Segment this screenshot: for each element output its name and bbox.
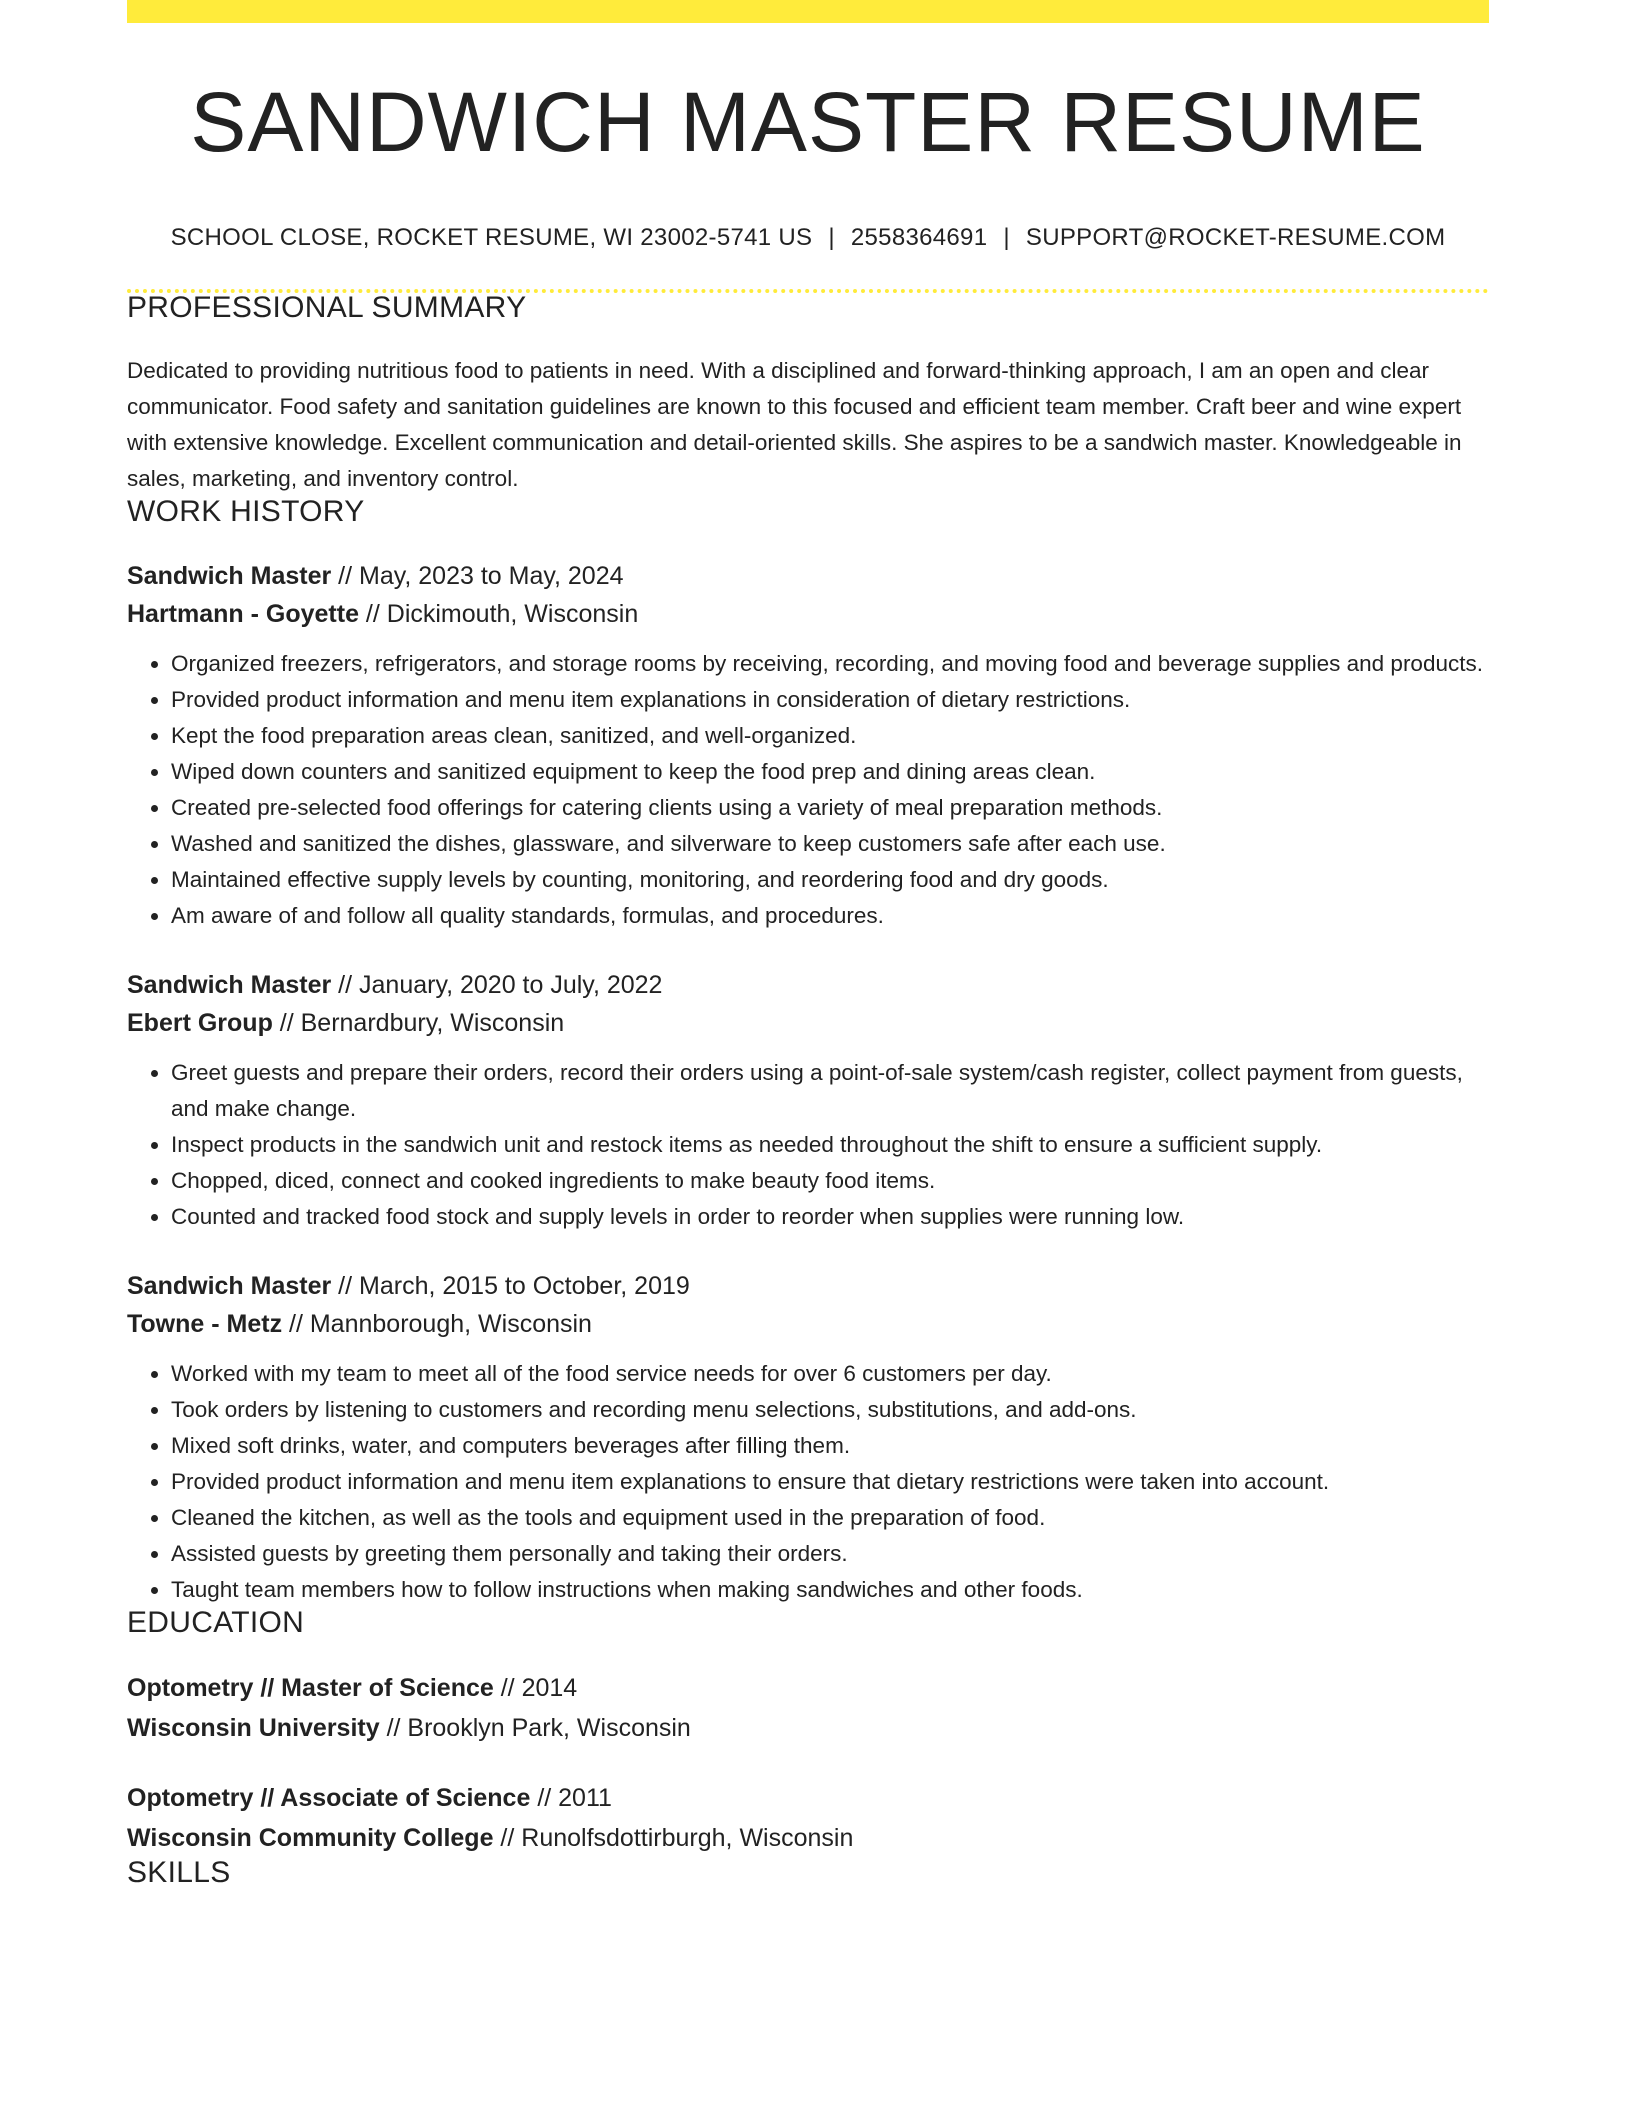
education-degree: Optometry // Master of Science: [127, 1674, 494, 1702]
job-duty: • Chopped, diced, connect and cooked ingredients to make beauty food items.: [171, 1163, 1489, 1199]
job-title-line: [127, 966, 1489, 1004]
job-duty: • Provided product information and menu item explanations in consideration of dietary restrictions.: [171, 682, 1489, 718]
education-school: Wisconsin University: [127, 1714, 380, 1742]
job-duty: • Am aware of and follow all quality standards, formulas, and procedures.: [171, 898, 1489, 934]
education-degree-line: [127, 1778, 1489, 1818]
job-duty: • Assisted guests by greeting them personally and taking their orders.: [171, 1536, 1489, 1572]
job-duty: • Greet guests and prepare their orders, record their orders using a point-of-sale system/cash register, collect payment from guests, and make change.: [171, 1055, 1489, 1127]
education-location: // Runolfsdottirburgh, Wisconsin: [493, 1824, 854, 1852]
job-entry: [127, 557, 1489, 934]
job-duty: • Created pre-selected food offerings for catering clients using a variety of meal preparation methods.: [171, 790, 1489, 826]
job-duty: • Taught team members how to follow instructions when making sandwiches and other foods.: [171, 1572, 1489, 1608]
job-duty: • Worked with my team to meet all of the food service needs for over 6 customers per day.: [171, 1356, 1489, 1392]
education-degree: Optometry // Associate of Science: [127, 1784, 531, 1812]
education-school-line: [127, 1708, 1489, 1748]
contact-separator: |: [828, 224, 835, 251]
job-title: Sandwich Master: [127, 562, 332, 590]
job-duty: • Washed and sanitized the dishes, glassware, and silverware to keep customers safe after each use.: [171, 826, 1489, 862]
work-history-heading: WORK HISTORY: [127, 495, 365, 528]
job-company-line: [127, 595, 1489, 633]
job-location: // Bernardbury, Wisconsin: [272, 1009, 565, 1037]
job-duty: • Counted and tracked food stock and supply levels in order to reorder when supplies were running low.: [171, 1199, 1489, 1235]
job-duty: • Kept the food preparation areas clean, sanitized, and well-organized.: [171, 718, 1489, 754]
job-duty: • Mixed soft drinks, water, and computers beverages after filling them.: [171, 1428, 1489, 1464]
job-company: Towne - Metz: [127, 1310, 283, 1338]
skills-heading: SKILLS: [127, 1856, 231, 1889]
job-title-line: [127, 1267, 1489, 1305]
job-duty: • Inspect products in the sandwich unit and restock items as needed throughout the shift to ensure a sufficient supply.: [171, 1127, 1489, 1163]
resume-title: SANDWICH MASTER RESUME: [190, 75, 1426, 169]
summary-text: Dedicated to providing nutritious food to patients in need. With a disciplined and forward-thinking approach, I am an open and clear communicator. Food safety and sanitation guidelines are known to this focused and efficient team member. Craft beer and wine expert with extensive knowledge. Excellent communication and detail-oriented skills. She aspires to be a sandwich master. Knowledgeable in sales, marketing, and inventory control.: [127, 358, 1462, 491]
job-location: // Dickimouth, Wisconsin: [358, 600, 639, 628]
education-year: // 2011: [530, 1784, 612, 1812]
education-school-line: [127, 1818, 1489, 1858]
job-duty: • Maintained effective supply levels by counting, monitoring, and reordering food and dry goods.: [171, 862, 1489, 898]
resume-page: [127, 0, 1489, 1888]
job-title: Sandwich Master: [127, 1272, 332, 1300]
job-company: Hartmann - Goyette: [127, 600, 359, 628]
job-entry: [127, 966, 1489, 1235]
job-entry: [127, 1267, 1489, 1608]
job-dates: // January, 2020 to July, 2022: [331, 971, 663, 999]
education-location: // Brooklyn Park, Wisconsin: [379, 1714, 691, 1742]
education-entry: [127, 1668, 1489, 1748]
contact-email: SUPPORT@ROCKET-RESUME.COM: [1025, 224, 1446, 251]
education-school: Wisconsin Community College: [127, 1824, 494, 1852]
job-title: Sandwich Master: [127, 971, 332, 999]
contact-line: [127, 226, 1489, 250]
job-duty: • Organized freezers, refrigerators, and storage rooms by receiving, recording, and moving food and beverage supplies and products.: [171, 646, 1489, 682]
education-entry: [127, 1778, 1489, 1858]
job-title-line: [127, 557, 1489, 595]
job-dates: // March, 2015 to October, 2019: [331, 1272, 690, 1300]
job-duties-list: [127, 1055, 1489, 1235]
job-duty: • Wiped down counters and sanitized equipment to keep the food prep and dining areas clean.: [171, 754, 1489, 790]
contact-phone: 2558364691: [850, 224, 988, 251]
education-degree-line: [127, 1668, 1489, 1708]
job-duties-list: [127, 1356, 1489, 1608]
summary-heading: PROFESSIONAL SUMMARY: [127, 291, 527, 324]
top-accent-bar: [127, 0, 1489, 23]
job-company: Ebert Group: [127, 1009, 273, 1037]
contact-separator: |: [1003, 224, 1010, 251]
job-company-line: [127, 1004, 1489, 1042]
job-duty: • Provided product information and menu item explanations to ensure that dietary restrictions were taken into account.: [171, 1464, 1489, 1500]
job-duty: • Took orders by listening to customers and recording menu selections, substitutions, and add-ons.: [171, 1392, 1489, 1428]
education-heading: EDUCATION: [127, 1606, 305, 1639]
contact-address: SCHOOL CLOSE, ROCKET RESUME, WI 23002-5741 US: [170, 224, 813, 251]
job-duty: • Cleaned the kitchen, as well as the tools and equipment used in the preparation of food.: [171, 1500, 1489, 1536]
job-company-line: [127, 1305, 1489, 1343]
job-duties-list: [127, 646, 1489, 934]
job-location: // Mannborough, Wisconsin: [282, 1310, 592, 1338]
education-year: // 2014: [493, 1674, 578, 1702]
job-dates: // May, 2023 to May, 2024: [331, 562, 624, 590]
